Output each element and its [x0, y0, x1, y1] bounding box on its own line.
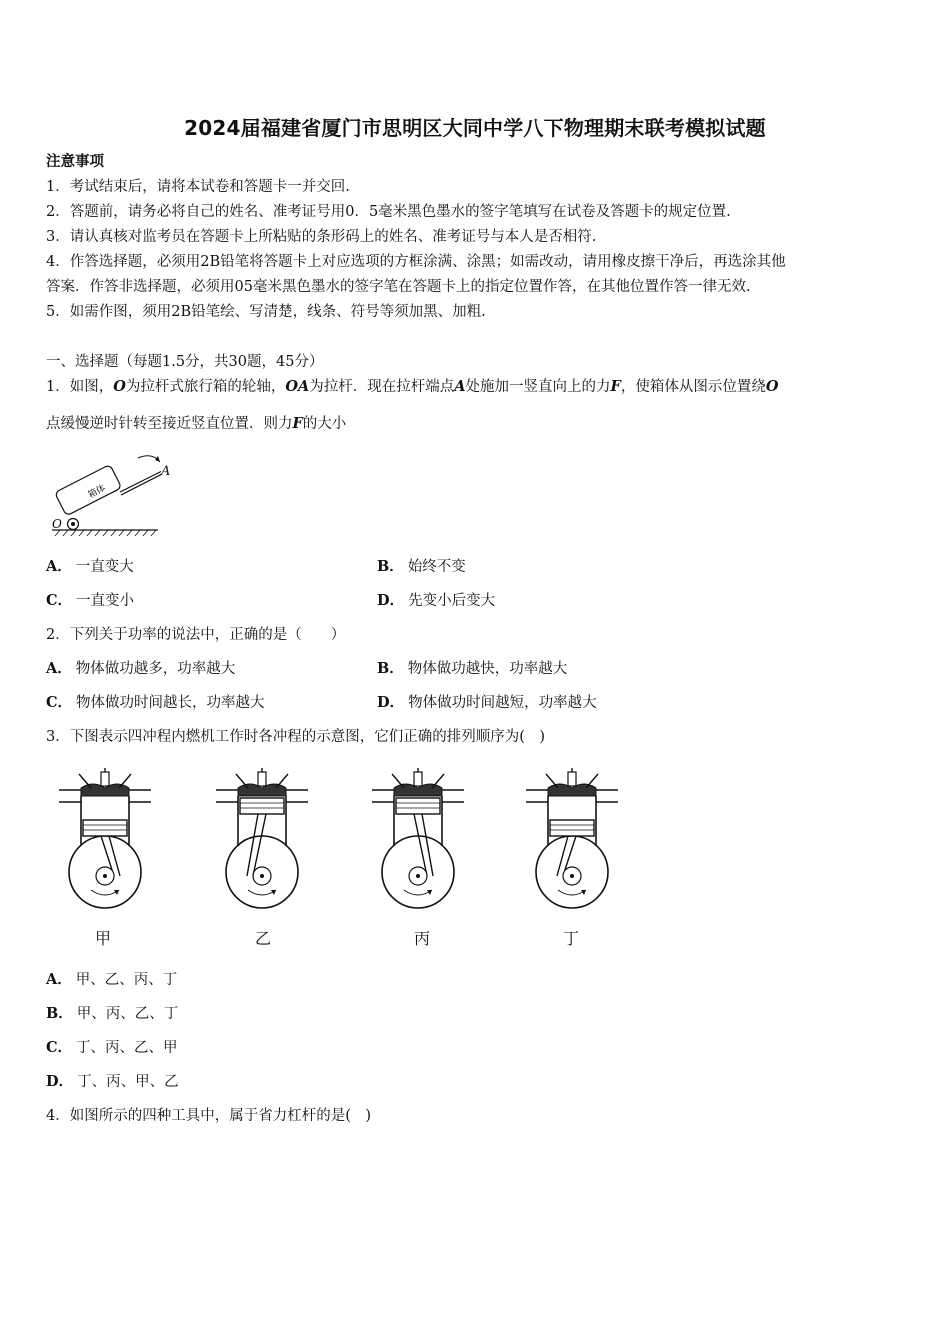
q2-option-c[interactable] — [46, 693, 265, 713]
engine-label-jia: 甲 — [95, 929, 112, 948]
q1-symbol-f: F — [292, 415, 303, 432]
q1-text: 为拉杆式旅行箱的轮轴， — [125, 379, 286, 395]
option-key: A． — [46, 558, 72, 575]
engine-ding — [526, 768, 618, 908]
q3-option-d[interactable] — [46, 1072, 179, 1092]
q1-text: 处施加一竖直向上的力 — [465, 379, 611, 395]
option-text: 物体做功时间越长，功率越大 — [76, 695, 265, 711]
option-text: 物体做功越快，功率越大 — [407, 661, 568, 677]
option-text: 先变小后变大 — [408, 593, 496, 609]
option-text: 物体做功越多，功率越大 — [75, 661, 236, 677]
suitcase-figure — [46, 448, 161, 538]
option-text: 丁、丙、甲、乙 — [77, 1074, 179, 1090]
engine-label-bing: 丙 — [414, 929, 431, 948]
q1-symbol-oa: OA — [285, 378, 310, 395]
label-o: O — [52, 517, 62, 531]
option-key: D． — [46, 1073, 74, 1090]
notice-item: 2．答题前，请务必将自己的姓名、准考证号用0．5毫米黑色墨水的签字笔填写在试卷及答题卡的规定位置. — [46, 204, 731, 220]
option-key: B． — [46, 1005, 73, 1022]
notice-item: 答案．作答非选择题，必须用05毫米黑色墨水的签字笔在答题卡上的指定位置作答，在其他位置作答一律无效. — [46, 279, 751, 295]
question-4-stem: 4．如图所示的四种工具中，属于省力杠杆的是( ) — [46, 1108, 372, 1124]
notice-item: 4．作答选择题，必须用2B铅笔将答题卡上对应选项的方框涂满、涂黑；如需改动，请用橡皮擦干净后，再选涂其他 — [46, 254, 786, 270]
option-key: B． — [377, 558, 404, 575]
q3-option-c[interactable] — [46, 1038, 178, 1058]
option-text: 丁、丙、乙、甲 — [76, 1040, 178, 1056]
question-1-stem — [46, 377, 778, 397]
suitcase-label: 箱体 — [86, 483, 108, 501]
section-heading: 一、选择题（每题1.5分，共30题，45分） — [46, 354, 324, 370]
option-key: D． — [377, 592, 405, 609]
q1-option-d[interactable] — [377, 591, 495, 611]
q1-option-b[interactable] — [377, 557, 466, 577]
question-2-stem: 2．下列关于功率的说法中，正确的是（ ） — [46, 627, 346, 643]
page-title: 2024届福建省厦门市思明区大同中学八下物理期末联考模拟试题 — [184, 116, 766, 140]
q1-text: 为拉杆．现在拉杆端点 — [309, 379, 455, 395]
q1-symbol-a: A — [454, 378, 466, 395]
notice-item: 1．考试结束后，请将本试卷和答题卡一并交回. — [46, 179, 350, 195]
q1-option-a[interactable] — [46, 557, 134, 577]
q3-option-a[interactable] — [46, 970, 177, 990]
option-key: A． — [46, 971, 72, 988]
q2-option-b[interactable] — [377, 659, 567, 679]
engine-yi — [216, 768, 308, 908]
option-key: C． — [46, 592, 73, 609]
engine-label-ding: 丁 — [563, 929, 580, 948]
q1-text: 点缓慢逆时针转至接近竖直位置．则力 — [46, 416, 293, 432]
question-1-stem-line2 — [46, 414, 346, 434]
q3-option-b[interactable] — [46, 1004, 178, 1024]
label-a: A — [161, 464, 171, 479]
engine-label-yi: 乙 — [255, 929, 272, 948]
engine-jia — [59, 768, 151, 908]
engine-strokes-figure — [50, 768, 620, 918]
option-key: A． — [46, 660, 72, 677]
option-key: C． — [46, 694, 73, 711]
option-key: C． — [46, 1039, 73, 1056]
q1-text: 1．如图， — [46, 379, 114, 395]
notice-item: 5．如需作图，须用2B铅笔绘、写清楚，线条、符号等须加黑、加粗. — [46, 304, 486, 320]
engine-bing — [372, 768, 464, 908]
option-text: 甲、丙、乙、丁 — [76, 1006, 179, 1022]
option-text: 物体做功时间越短，功率越大 — [408, 695, 597, 711]
notice-heading: 注意事项 — [46, 153, 104, 170]
q1-symbol-o: O — [113, 378, 126, 395]
option-key: B． — [377, 660, 404, 677]
question-3-stem: 3．下图表示四冲程内燃机工作时各冲程的示意图，它们正确的排列顺序为( ) — [46, 729, 546, 745]
q1-text: ，使箱体从图示位置绕 — [620, 379, 766, 395]
q1-symbol-o: O — [765, 378, 779, 395]
q2-option-d[interactable] — [377, 693, 597, 713]
option-text: 甲、乙、丙、丁 — [75, 972, 178, 988]
q1-symbol-f: F — [610, 378, 621, 395]
option-text: 一直变大 — [75, 559, 134, 575]
notice-item: 3．请认真核对监考员在答题卡上所粘贴的条形码上的姓名、准考证号与本人是否相符. — [46, 229, 597, 245]
option-text: 一直变小 — [76, 593, 135, 609]
option-text: 始终不变 — [407, 559, 466, 575]
option-key: D． — [377, 694, 405, 711]
q1-option-c[interactable] — [46, 591, 134, 611]
q1-text: 的大小 — [302, 416, 347, 432]
q2-option-a[interactable] — [46, 659, 235, 679]
